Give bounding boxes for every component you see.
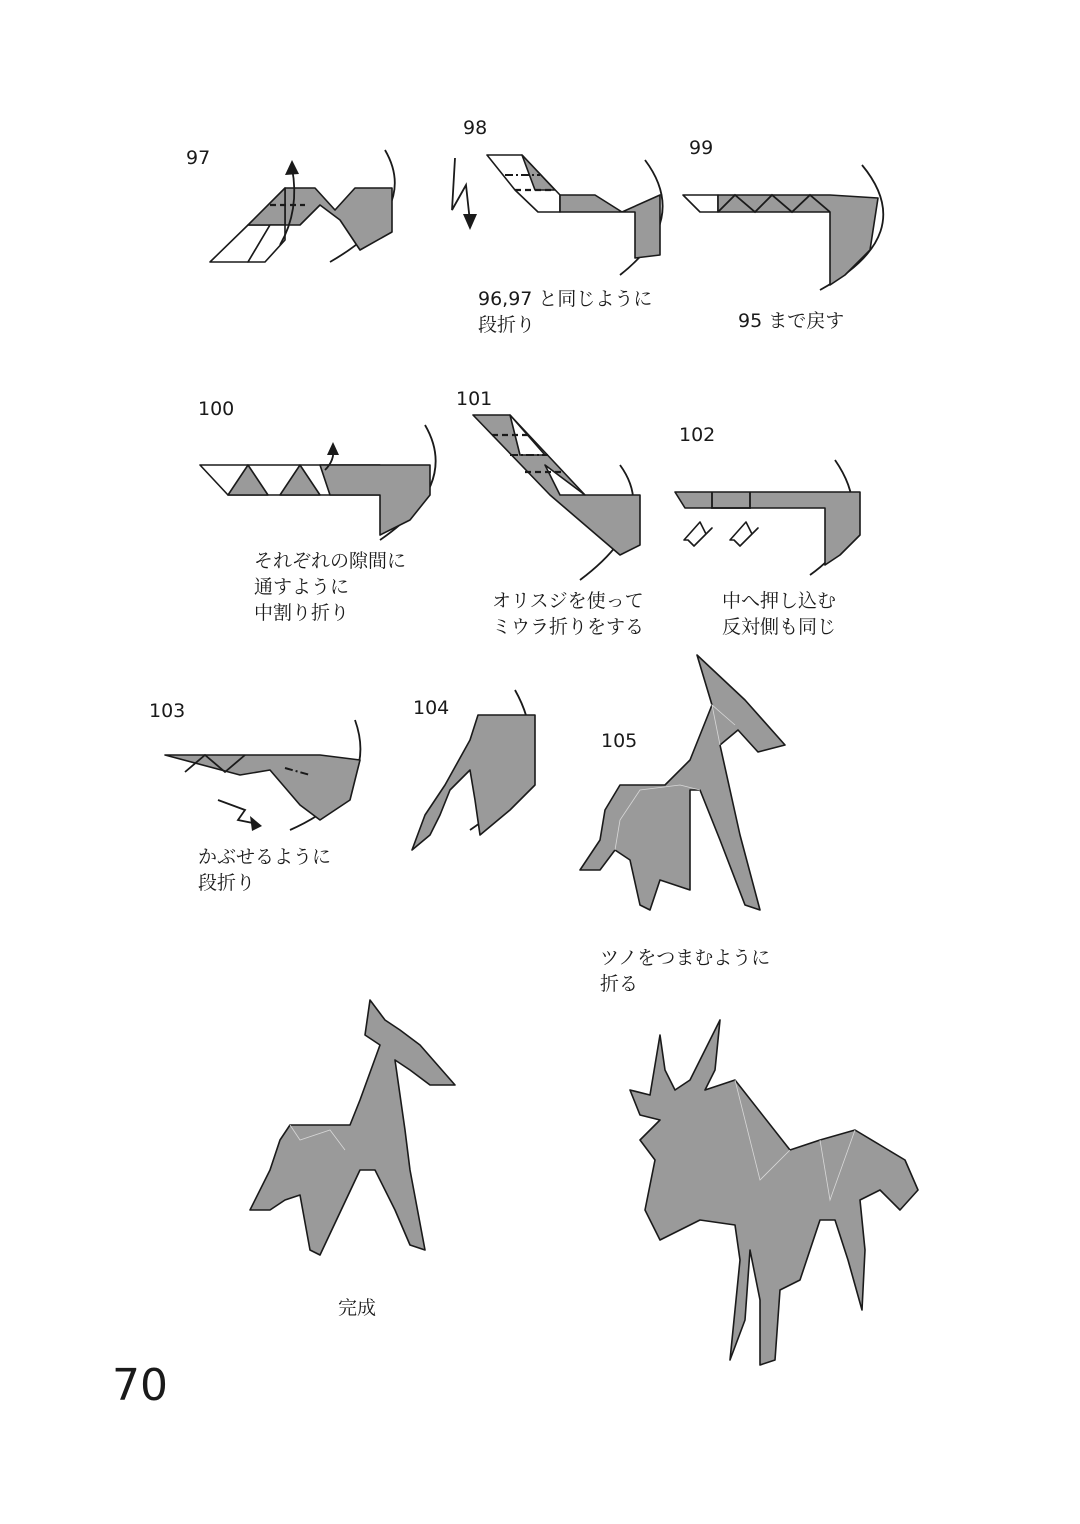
step-100-number: 100	[198, 398, 235, 420]
step-103-number: 103	[149, 700, 186, 722]
step-97-number: 97	[186, 147, 211, 169]
step-104-number: 104	[413, 697, 450, 719]
step-100-caption-line-2: 通すように	[254, 576, 350, 598]
page-number: 70	[112, 1360, 168, 1411]
finished-label: 完成	[338, 1297, 377, 1319]
step-97-diagram	[210, 150, 395, 262]
step-102-number: 102	[679, 424, 716, 446]
step-99-diagram	[683, 165, 883, 290]
arrow-head-icon	[285, 160, 299, 175]
step-98-number: 98	[463, 117, 488, 139]
arrow-head-icon	[463, 214, 477, 230]
step-101-number: 101	[456, 388, 493, 410]
finished-deer-front-view	[630, 1020, 918, 1365]
step-fold-arrow-icon	[452, 158, 470, 222]
step-102-caption-line-1: 中へ押し込む	[722, 590, 837, 612]
arrow-head-icon	[250, 816, 262, 831]
step-100-diagram	[200, 425, 436, 540]
step-100-caption-line-1: それぞれの隙間に	[254, 550, 407, 572]
step-105-deer-model	[580, 655, 785, 910]
push-arrow-icon	[730, 522, 758, 546]
step-98-caption-line-1: 96,97 と同じように	[478, 288, 653, 310]
step-102-caption-line-2: 反対側も同じ	[722, 616, 837, 638]
push-arrow-icon	[684, 522, 712, 546]
step-105-caption-line-2: 折る	[600, 973, 639, 995]
step-105-caption-line-1: ツノをつまむように	[600, 947, 771, 969]
step-99-caption: 95 まで戻す	[738, 310, 845, 332]
finished-deer-side-view	[250, 1000, 455, 1255]
step-105-number: 105	[601, 730, 638, 752]
step-101-diagram	[473, 415, 640, 580]
step-98-diagram	[452, 155, 663, 275]
step-100-caption-line-3: 中割り折り	[254, 602, 350, 624]
step-101-caption-line-1: オリスジを使って	[492, 590, 644, 612]
step-98-caption-line-2: 段折り	[478, 314, 536, 336]
step-101-caption-line-2: ミウラ折りをする	[492, 616, 645, 638]
arrow-head-icon	[327, 442, 339, 455]
step-103-caption-line-2: 段折り	[198, 872, 256, 894]
step-103-caption-line-1: かぶせるように	[198, 846, 332, 868]
step-99-number: 99	[689, 137, 714, 159]
step-102-diagram	[675, 460, 860, 575]
step-103-diagram	[165, 720, 360, 831]
